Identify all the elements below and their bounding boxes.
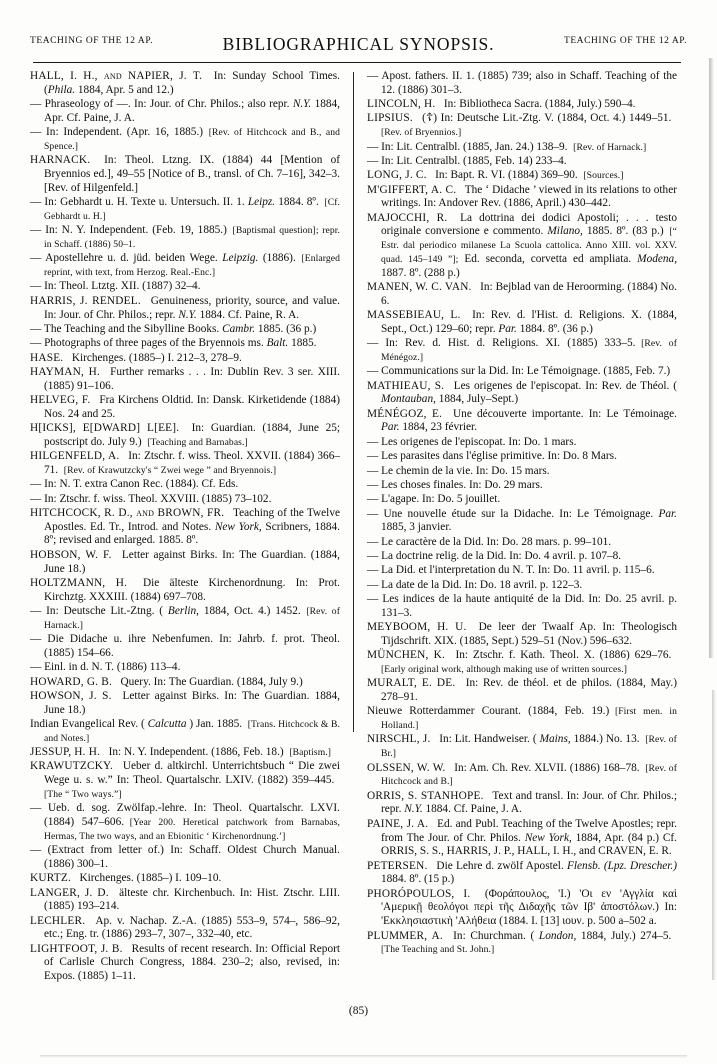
entry-tail2-italic: Modena, bbox=[637, 252, 678, 265]
entry-tail: (1886). bbox=[262, 252, 296, 265]
em-dash-marker bbox=[30, 844, 48, 856]
entry-text: The ‘ Didache ’ viewed in its relations to other writings. In: Andover Rev. (1886, April.) 430–442. bbox=[381, 183, 677, 210]
bibliography-subentry bbox=[367, 365, 677, 379]
running-head bbox=[30, 36, 687, 58]
entry-italic-source: Cambr. bbox=[222, 322, 256, 335]
entry-text: Results of recent research. In: Official Report of Carlisle Church Congress, 1884. 230–2; also, revised, in: Expos. (1885) 1–11. bbox=[44, 942, 340, 983]
entry-author: JESSUP, H. H. bbox=[30, 746, 101, 759]
em-dash-marker bbox=[367, 450, 381, 462]
bibliography-entry bbox=[30, 915, 340, 943]
entry-text: Apost. fathers. II. 1. (1885) 739; also in Schaff. Teaching of the 12. (1886) 301–3. bbox=[381, 70, 678, 96]
entry-text: In: Theol. Ltztg. XII. (1887) 32–4. bbox=[44, 280, 201, 293]
entry-author: HARNACK. bbox=[30, 154, 91, 167]
bibliography-entry bbox=[30, 422, 340, 450]
scan-edge-artifact-right bbox=[709, 58, 714, 658]
em-dash-marker bbox=[30, 98, 45, 110]
bibliography-entry bbox=[367, 408, 677, 436]
entry-author: LINCOLN, H. bbox=[367, 98, 436, 111]
bibliography-subentry bbox=[30, 605, 340, 633]
entry-text: La Did. et l'interpretation du N. T. In: Do. 11 avril. p. 115–6. bbox=[381, 564, 655, 577]
entry-author: MANEN, W. C. VAN. bbox=[367, 281, 472, 293]
scan-edge-artifact-right-lower bbox=[712, 690, 716, 980]
bibliography-subentry bbox=[367, 479, 677, 493]
entry-text: La doctrine relig. de la Did. In: Do. 4 avril. p. 107–8. bbox=[381, 549, 622, 562]
entry-annotation: [Rev. of Harnack.] bbox=[573, 141, 647, 153]
entry-text: Query. In: The Guardian. (1884, July 9.) bbox=[120, 675, 303, 688]
bibliography-entry bbox=[30, 872, 340, 886]
bibliography-subentry bbox=[367, 436, 677, 450]
entry-author: PLUMMER, A. bbox=[367, 929, 443, 942]
entry-italic-source: London, bbox=[538, 929, 577, 942]
bibliography-entry bbox=[30, 577, 340, 605]
entry-text: In: Ztschr. f. wiss. Theol. XXVII. (1884) 366–71. bbox=[44, 450, 340, 476]
entry-tail: 1884. 8º. bbox=[278, 196, 319, 209]
entry-author: HOLTZMANN, H. bbox=[30, 576, 128, 589]
bibliography-subentry bbox=[30, 98, 340, 126]
header-rule bbox=[33, 62, 681, 63]
bibliography-entry bbox=[367, 281, 677, 309]
entry-italic-source: New York, bbox=[214, 520, 262, 533]
left-column bbox=[30, 70, 353, 1005]
em-dash-marker bbox=[367, 479, 381, 491]
entry-text: älteste chr. Kirchenbuch. In: Hist. Ztschr. LIII. (1885) 193–214. bbox=[44, 886, 340, 913]
entry-text: La dottrina dei dodici Apostoli; . . . testo originale conversione e commento. bbox=[381, 211, 677, 238]
em-dash-marker bbox=[367, 337, 385, 349]
entry-author: M'GIFFERT, A. C. bbox=[367, 183, 457, 196]
entry-author: MATHIEAU, S. bbox=[367, 379, 445, 392]
entry-author: HILGENFELD, A. bbox=[30, 450, 120, 463]
entry-text: In: Theol. Ltzng. IX. (1884) 44 [Mention of Bryennios ed.], 49–55 [Notice of B., transl. of Ch. 7–16], 342–3. [Rev. of Hilgenfeld.] bbox=[44, 154, 340, 194]
entry-italic-source: Milano, bbox=[547, 225, 583, 238]
entry-annotation: [Rev. of Br.] bbox=[381, 734, 677, 760]
entry-author: MAJOCCHI, R. bbox=[367, 211, 448, 224]
em-dash-marker bbox=[30, 337, 44, 349]
entry-annotation: [Rev. of Krawutzcky's “ Zwei wege ” and Bryennois.] bbox=[63, 464, 277, 476]
bibliography-entry bbox=[367, 184, 677, 212]
bibliography-entry bbox=[30, 450, 340, 478]
entry-text: In: N. Y. Independent. (Feb. 19, 1885.) bbox=[45, 224, 227, 237]
entry-text: Les choses finales. In: Do. 29 mars. bbox=[381, 478, 543, 491]
bibliography-subentry bbox=[367, 579, 677, 593]
entry-tail: 1884. Cf. Paine, R. A. bbox=[199, 308, 300, 321]
bibliography-entry bbox=[367, 677, 677, 705]
entry-text: Die Lehre d. zwölf Apostel. bbox=[436, 859, 564, 872]
entry-text: De leer der Twaalf Ap. In: Theologisch Tijdschrift. XIX. (1885, Sept.) 529–51 (Nov.) 596–632. bbox=[381, 621, 677, 647]
entry-text: In: Ztschr. f. Kath. Theol. X. (1886) 629–76. bbox=[455, 649, 672, 662]
entry-annotation: [Rev. of Bryennios.] bbox=[381, 127, 462, 139]
two-column-body bbox=[30, 70, 685, 1005]
entry-author: HOWARD, G. B. bbox=[30, 675, 112, 688]
entry-italic-source: Phila. bbox=[47, 83, 76, 96]
bibliography-subentry bbox=[30, 323, 340, 337]
entry-annotation: [Rev. of Hitchcock and B.] bbox=[381, 762, 678, 788]
bibliography-entry bbox=[30, 154, 340, 195]
em-dash-marker bbox=[30, 224, 45, 236]
entry-text: Teaching of the Twelve Apostles. Ed. Tr., Introd. and Notes. bbox=[44, 506, 340, 533]
entry-text: Apostellehre u. d. jüd. beiden Wege. bbox=[45, 252, 218, 265]
entry-text: Fra Kirchens Oldtid. In: Dansk. Kirketidende (1884) Nos. 24 and 25. bbox=[44, 393, 340, 420]
entry-tail: 1884, Apr. Cf. Paine, J. A. bbox=[44, 98, 340, 124]
em-dash-marker bbox=[367, 579, 381, 591]
bibliography-entry bbox=[367, 98, 677, 112]
entry-annotation: [Cf. Gebhardt u. H.] bbox=[44, 197, 341, 222]
entry-author: HOWSON, J. S. bbox=[30, 689, 112, 702]
entry-author: KRAWUTZCKY. bbox=[30, 760, 113, 773]
entry-tail: 1884, July–Sept.) bbox=[438, 393, 519, 406]
em-dash-marker bbox=[367, 493, 381, 505]
entry-text: In: Deutsche Lit.-Ztng. ( bbox=[46, 604, 164, 617]
entry-annotation: [Sources.] bbox=[583, 170, 624, 182]
entry-italic-source: N.Y. bbox=[292, 98, 312, 111]
entry-annotation: [Baptismal question]; repr. in Schaff. (1886) 50–1. bbox=[44, 225, 341, 250]
em-dash-marker bbox=[30, 126, 46, 138]
entry-text: Einl. in d. N. T. (1886) 113–4. bbox=[44, 661, 181, 674]
entry-italic-source: New York, bbox=[524, 831, 572, 844]
entry-author: MURALT, E. DE. bbox=[367, 677, 456, 690]
entry-text: Die älteste Kirchenordnung. In: Prot. Kirchztg. XXXIII. (1884) 697–708. bbox=[44, 576, 340, 603]
entry-annotation: [“ Estr. dal periodico milanese La Scuola cattolica. Anno XIII. vol. XXV. quad. 145–149 ”]; bbox=[381, 226, 677, 265]
entry-text: Phraseology of —. In: Jour. of Chr. Philos.; also repr. bbox=[44, 98, 290, 111]
bibliography-subentry bbox=[367, 593, 677, 621]
entry-annotation: [Rev. of Harnack.] bbox=[44, 605, 340, 631]
entry-text: Further remarks . . . In: Dublin Rev. 3 ser. XIII. (1885) 91–106. bbox=[44, 365, 340, 392]
entry-author: ORRIS, S. STANHOPE. bbox=[367, 789, 484, 802]
entry-tail: 1884, Apr. 5 and 12.) bbox=[77, 83, 174, 96]
em-dash-marker bbox=[367, 365, 381, 377]
em-dash-marker bbox=[30, 661, 44, 673]
entry-tail: 1884, Oct. 4.) 1452. bbox=[203, 604, 301, 617]
bibliography-entry bbox=[367, 169, 677, 183]
em-dash-marker bbox=[30, 493, 44, 505]
entry-author: HAYMAN, H. bbox=[30, 365, 101, 378]
entry-italic-source: Berlin, bbox=[167, 604, 199, 617]
entry-annotation: [The “ Two ways.”] bbox=[44, 788, 122, 800]
entry-author: LANGER, J. D. bbox=[30, 886, 109, 899]
bibliography-subentry bbox=[367, 465, 677, 479]
entry-text: Les parasites dans l'église primitive. In: Do. 8 Mars. bbox=[381, 450, 617, 463]
entry-text: Letter against Birks. In: The Guardian. 1884, June 18.) bbox=[44, 689, 340, 716]
em-dash-marker bbox=[367, 536, 381, 548]
bibliography-subentry bbox=[30, 196, 340, 224]
entry-text: Kirchenges. (1885–) I. 109–10. bbox=[79, 872, 222, 885]
bibliography-entry bbox=[367, 112, 677, 140]
bibliography-entry bbox=[30, 746, 340, 760]
entry-text: (Φοράπουλος, 'I.) 'Οι εν 'Αγγλία καὶ 'Αμερικῇ θεολόγοι περὶ τῆς Διδαχῆς τῶν Ιβ' ἀποστόλων.) In: 'Εκκλησιαστικὴ 'Αλήθεια (1884. I. [13] ιουν. p. 500 a–502 a. bbox=[381, 887, 678, 928]
bibliography-subentry bbox=[367, 564, 677, 578]
bibliography-entry bbox=[367, 888, 677, 929]
entry-italic-source: Leipzig. bbox=[222, 252, 259, 265]
entry-tail2-text: Ed. seconda, corvetta ed ampliata. bbox=[464, 252, 632, 265]
entry-italic-source: N.Y. bbox=[178, 308, 197, 321]
em-dash-marker bbox=[30, 605, 46, 617]
bibliography-subentry bbox=[30, 661, 340, 675]
entry-text: Die Didache u. ihre Nebenfumen. In: Jahrb. f. prot. Theol. (1885) 154–66. bbox=[44, 633, 340, 659]
column-divider bbox=[353, 72, 354, 732]
entry-tail2-end: 1887. 8º. (288 p.) bbox=[381, 266, 460, 279]
running-head-right: TEACHING OF THE 12 AP. bbox=[563, 36, 687, 46]
entry-tail: 1884. Cf. Paine, J. A. bbox=[425, 803, 522, 816]
entry-tail: Scribners, 1884. 8º; revised and enlarged. 1885. 8º. bbox=[44, 520, 341, 547]
entry-text: Ed. and Publ. Teaching of the Twelve Apostles; repr. from The Jour. of Chr. Philos. bbox=[381, 817, 677, 844]
entry-italic-source: Montauban, bbox=[381, 393, 436, 406]
entry-author: H[ICKS], E[DWARD] L[EE]. bbox=[30, 422, 180, 435]
entry-author: LIPSIUS. bbox=[367, 112, 413, 125]
em-dash-marker bbox=[30, 478, 44, 490]
entry-text: Les origenes de l'episcopat. In: Rev. de Théol. ( bbox=[453, 379, 677, 392]
entry-tail: 1885. 8º. (83 p.) bbox=[586, 225, 664, 238]
entry-italic-source: Calcutta bbox=[147, 717, 187, 730]
bibliography-subentry bbox=[30, 252, 340, 280]
page-title: BIBLIOGRAPHICAL SYNOPSIS. bbox=[222, 34, 495, 54]
entry-annotation: [Year 200. Heretical patchwork from Barnabas, Hermas, The two ways, and an Ebionitic ‘ Kirchenordnung.’] bbox=[44, 816, 340, 842]
entry-text: La date de la Did. In: Do. 18 avril. p. 122–3. bbox=[381, 578, 583, 591]
entry-tail: 1884. 8º. (36 p.) bbox=[519, 322, 593, 335]
entry-text: Une découverte importante. In: Le Témoinage. bbox=[453, 407, 677, 420]
em-dash-marker bbox=[30, 196, 44, 208]
entry-author: MÜNCHEN, K. bbox=[367, 649, 445, 662]
entry-annotation: [Trans. Hitchcock & B. and Notes.] bbox=[44, 718, 340, 744]
right-column bbox=[364, 70, 677, 1005]
em-dash-marker bbox=[367, 465, 381, 477]
entry-tail: 1884, July.) 274–5. bbox=[580, 929, 672, 942]
entry-tail: 1885. bbox=[291, 337, 317, 350]
em-dash-marker bbox=[367, 550, 381, 562]
entry-text: Genuineness, priority, source, and value. In: Jour. of Chr. Philos.; repr. bbox=[44, 294, 340, 321]
entry-text: Les indices de la haute antiquité de la Did. In: Do. 25 avril. p. 131–3. bbox=[381, 593, 677, 619]
bibliography-entry bbox=[367, 621, 677, 649]
entry-annotation: [The Teaching and St. John.] bbox=[381, 944, 495, 956]
entry-italic-source: N.Y. bbox=[404, 803, 423, 816]
bibliography-entry bbox=[30, 549, 340, 577]
bibliography-subentry bbox=[367, 141, 677, 155]
entry-text: (☦) In: Deutsche Lit.-Ztg. V. (1884, Oct. 4.) 1449–51. bbox=[422, 112, 672, 125]
entry-author: MASSEBIEAU, L. bbox=[367, 309, 461, 322]
entry-text: Kirchenges. (1885–) I. 212–3, 278–9. bbox=[71, 351, 242, 364]
bibliography-subentry bbox=[367, 450, 677, 464]
bibliography-entry bbox=[367, 762, 677, 790]
entry-text: Ueb. d. sog. Zwölfap.-lehre. In: Theol. Quartalschr. LXVI. (1884) 547–606. bbox=[44, 802, 340, 828]
bibliography-subentry bbox=[367, 493, 677, 507]
bibliography-subentry bbox=[30, 802, 340, 843]
entry-italic-source: Par. bbox=[658, 507, 677, 520]
entry-tail: 1885, 3 janvier. bbox=[381, 521, 452, 534]
bibliography-entry bbox=[30, 676, 340, 690]
bibliography-entry bbox=[367, 860, 677, 888]
bibliography-subentry bbox=[367, 550, 677, 564]
entry-author: MEYBOOM, H. U. bbox=[367, 621, 467, 634]
entry-text: In: Bejblad van de Heroorming. (1884) No. 6. bbox=[381, 281, 677, 307]
entry-text: In: Ztschr. f. wiss. Theol. XXVIII. (1885) 73–102. bbox=[44, 492, 272, 505]
bibliography-subentry bbox=[30, 280, 340, 294]
bibliography-subentry bbox=[30, 224, 340, 252]
entry-annotation: [First men. in Holland.] bbox=[381, 706, 677, 732]
entry-text: Nieuwe Rotterdammer Courant. (1884, Feb. 19.) bbox=[367, 705, 610, 718]
em-dash-marker bbox=[367, 436, 381, 448]
bibliography-subentry bbox=[30, 126, 340, 154]
entry-text: In: Bibliotheca Sacra. (1884, July.) 590–4. bbox=[443, 98, 636, 111]
entry-author: PETERSEN. bbox=[367, 859, 428, 872]
entry-annotation: [Rev. of Ménégoz.] bbox=[381, 338, 677, 363]
entry-text: In: Am. Ch. Rev. XLVII. (1886) 168–78. bbox=[454, 761, 640, 774]
bibliography-subentry bbox=[367, 70, 677, 98]
entry-text: In: N. Y. Independent. (1886, Feb. 18.) bbox=[108, 746, 284, 759]
bibliography-subentry bbox=[30, 844, 340, 872]
entry-tail: 1885. (36 p.) bbox=[257, 322, 317, 335]
entry-text: (Extract from letter of.) In: Schaff. Oldest Church Manual. (1886) 300–1. bbox=[44, 844, 341, 870]
bibliography-subentry bbox=[30, 337, 340, 351]
em-dash-marker bbox=[30, 280, 44, 292]
bibliography-entry bbox=[30, 507, 340, 548]
entry-italic-source: Par. bbox=[498, 322, 517, 335]
em-dash-marker bbox=[367, 141, 381, 153]
bibliography-entry bbox=[367, 309, 677, 337]
entry-author: KURTZ. bbox=[30, 872, 71, 885]
em-dash-marker bbox=[30, 802, 48, 814]
entry-italic-source: Mains, bbox=[539, 733, 571, 746]
entry-tail: 1884, 23 février. bbox=[402, 421, 478, 434]
bibliography-subentry bbox=[367, 155, 677, 169]
entry-text: In: Bapt. R. VI. (1884) 369–90. bbox=[435, 169, 578, 182]
bibliography-subentry bbox=[367, 337, 677, 365]
entry-text: In: N. T. extra Canon Rec. (1884). Cf. Eds. bbox=[44, 478, 239, 491]
entry-tail: ) Jan. 1885. bbox=[189, 717, 243, 730]
bibliography-entry bbox=[30, 366, 340, 394]
entry-text: The Teaching and the Sibylline Books. bbox=[43, 322, 220, 335]
entry-text: Ueber d. altkirchl. Unterrichtsbuch “ Die zwei Wege u. s. w.” In: Theol. Quartalschr. LXIV. (1882) 359–445. bbox=[44, 760, 340, 787]
entry-text: Les origenes de l'episcopat. In: Do. 1 mars. bbox=[381, 435, 577, 448]
entry-author: LECHLER. bbox=[30, 914, 86, 927]
entry-annotation: [Early original work, although making use of written sources.] bbox=[381, 663, 627, 675]
entry-text: In: Lit. Centralbl. (1885, Jan. 24.) 138–9. bbox=[381, 140, 568, 153]
bibliography-entry bbox=[367, 733, 677, 761]
entry-text: In: Lit. Handweiser. ( bbox=[439, 733, 537, 746]
entry-text: Photographs of three pages of the Bryennois ms. bbox=[44, 337, 264, 350]
entry-text: In: Lit. Centralbl. (1885, Feb. 14) 233–4. bbox=[381, 154, 567, 167]
bibliography-subentry bbox=[367, 536, 677, 550]
bibliography-subentry bbox=[367, 508, 677, 536]
entry-text: In: Independent. (Apr. 16, 1885.) bbox=[46, 126, 204, 139]
em-dash-marker bbox=[367, 155, 381, 167]
entry-text: In: Guardian. (1884, June 25; postscript do. July 9.) bbox=[44, 422, 341, 448]
entry-tail: 1884. 8º. (15 p.) bbox=[381, 873, 455, 886]
entry-text: Indian Evangelical Rev. ( bbox=[30, 717, 145, 730]
entry-text: In: Rev. d. l'Hist. d. Religions. X. (1884, Sept., Oct.) 129–60; repr. bbox=[381, 309, 677, 335]
bibliography-entry bbox=[30, 887, 340, 915]
entry-text: Le chemin de la vie. In: Do. 15 mars. bbox=[381, 464, 550, 477]
scan-edge-artifact-bottom bbox=[40, 1055, 687, 1058]
bibliography-subentry bbox=[30, 493, 340, 507]
bibliography-entry bbox=[367, 649, 677, 677]
bibliography-subentry bbox=[30, 633, 340, 661]
em-dash-marker bbox=[30, 633, 47, 645]
em-dash-marker bbox=[30, 323, 44, 335]
entry-annotation: [Teaching and Barnabas.] bbox=[147, 436, 248, 448]
entry-text: In: Rev. d. Hist. d. Religions. XI. (1885) 333–5. bbox=[385, 337, 636, 350]
bibliography-entry bbox=[30, 943, 340, 984]
entry-author: HITCHCOCK, R. D., and BROWN, FR. bbox=[30, 506, 225, 519]
bibliography-entry bbox=[30, 295, 340, 323]
bibliography-entry bbox=[367, 380, 677, 408]
entry-author: PHORÓPOULOS, I. bbox=[367, 887, 471, 900]
entry-text: Le caractère de la Did. In: Do. 28 mars. p. 99–101. bbox=[381, 535, 612, 548]
entry-author: HARRIS, J. RENDEL. bbox=[30, 294, 141, 307]
entry-annotation: [Baptism.] bbox=[289, 747, 332, 759]
running-head-left: TEACHING OF THE 12 AP. bbox=[30, 36, 154, 46]
bibliography-entry bbox=[367, 930, 677, 958]
entry-author: NIRSCHL, J. bbox=[367, 733, 431, 746]
bibliography-entry bbox=[30, 760, 340, 801]
bibliography-entry bbox=[367, 818, 677, 859]
em-dash-marker bbox=[367, 508, 384, 520]
entry-text: In: Churchman. ( bbox=[453, 929, 535, 942]
entry-author: LIGHTFOOT, J. B. bbox=[30, 942, 123, 955]
entry-author: LONG, J. C. bbox=[367, 169, 427, 182]
bibliography-subentry bbox=[30, 478, 340, 492]
entry-text: Communications sur la Did. In: Le Témoignage. (1885, Feb. 7.) bbox=[381, 365, 671, 378]
em-dash-marker bbox=[367, 564, 381, 576]
folio-number: (85) bbox=[348, 1005, 369, 1017]
entry-italic-source: Leipz. bbox=[247, 196, 276, 209]
entry-author: HALL, I. H., and NAPIER, J. T. bbox=[30, 70, 203, 82]
bibliography-entry bbox=[367, 212, 677, 281]
entry-text: Ap. v. Nachap. Z.-A. (1885) 553–9, 574–, 586–92, etc.; Eng. tr. (1886) 293–7, 307–, 332–40, etc. bbox=[44, 914, 340, 941]
entry-text: Une nouvelle étude sur la Didache. In: Le Témoignage. bbox=[383, 507, 654, 520]
entry-tail: 1884, Apr. (84 p.) Cf. ORRIS, S. S., HARRIS, J. P., HALL, I. H., and CRAVEN, E. R. bbox=[381, 831, 678, 858]
entry-text: In: Gebhardt u. H. Texte u. Untersuch. II. 1. bbox=[44, 196, 245, 209]
bibliography-entry bbox=[367, 790, 677, 818]
bibliography-entry bbox=[30, 352, 340, 366]
entry-tail: 1884.) No. 13. bbox=[573, 733, 640, 746]
em-dash-marker bbox=[367, 70, 381, 82]
bibliography-entry bbox=[30, 718, 340, 746]
entry-author: HELVEG, F. bbox=[30, 393, 91, 406]
em-dash-marker bbox=[30, 252, 45, 264]
entry-author: HASE. bbox=[30, 351, 64, 364]
entry-author: MÉNÉGOZ, E. bbox=[367, 407, 443, 420]
entry-text: In: Sunday School Times. bbox=[213, 70, 340, 82]
entry-text: L'agape. In: Do. 5 jouillet. bbox=[381, 493, 501, 506]
entry-text: Letter against Birks. In: The Guardian. (1884, June 18.) bbox=[44, 548, 340, 575]
entry-text: Text and transl. In: Jour. of Chr. Philos.; repr. bbox=[381, 789, 677, 816]
bibliography-entry bbox=[367, 705, 677, 733]
entry-author: PAINE, J. A. bbox=[367, 817, 429, 830]
entry-author: HOBSON, W. F. bbox=[30, 548, 112, 561]
em-dash-marker bbox=[367, 593, 382, 605]
bibliography-entry bbox=[30, 394, 340, 422]
bibliography-entry bbox=[30, 690, 340, 718]
entry-annotation: [Enlarged reprint, with text, from Herzog. Real.-Enc.] bbox=[44, 253, 340, 279]
entry-italic-source: Flensb. (Lpz. Drescher.) bbox=[567, 859, 677, 872]
entry-annotation: [Rev. of Hitchcock and B., and Spence.] bbox=[44, 127, 341, 152]
entry-italic-source: Par. bbox=[381, 421, 400, 434]
bibliography-entry bbox=[30, 70, 340, 98]
paren-open: ( bbox=[44, 83, 48, 96]
entry-italic-source: Balt. bbox=[266, 337, 289, 350]
entry-text: In: Rev. de théol. et de philos. (1884, May.) 278–91. bbox=[381, 677, 677, 704]
entry-author: OLSSEN, W. W. bbox=[367, 761, 446, 774]
